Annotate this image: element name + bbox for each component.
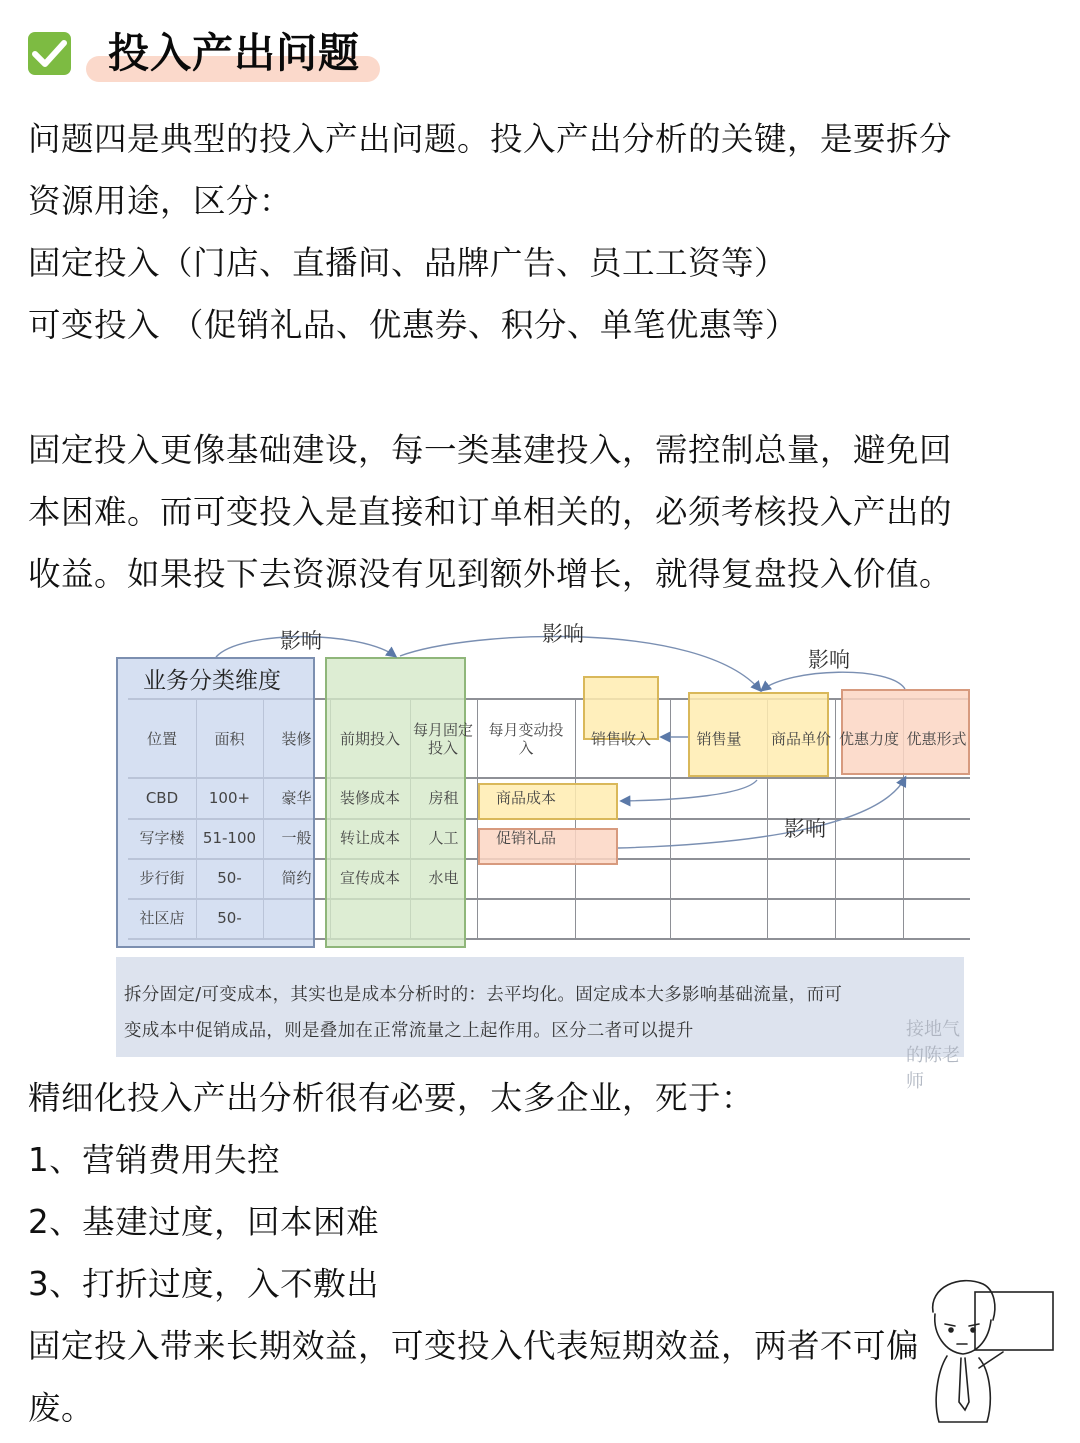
table-cell: 步行街 xyxy=(139,869,185,887)
header-cell xyxy=(408,700,478,777)
list-item: 3、打折过度，入不敷出 xyxy=(28,1265,380,1303)
closing-line: 固定投入带来长期效益，可变投入代表短期效益，两者不可偏 xyxy=(28,1327,920,1365)
list-item: 1、营销费用失控 xyxy=(28,1141,281,1179)
check-icon xyxy=(28,32,71,75)
intro-line: 问题四是典型的投入产出问题。投入产出分析的关键，是要拆分 xyxy=(28,120,953,158)
table-cell: 促销礼品 xyxy=(495,829,556,847)
table-cell: 写字楼 xyxy=(139,829,185,847)
influence-label: 影响 xyxy=(542,622,584,646)
table-cell: 一般 xyxy=(281,829,312,847)
watermark: 接地气的陈老师 xyxy=(906,1019,960,1092)
diagram-caption xyxy=(116,957,964,1092)
header-cell: 销售收入 xyxy=(590,729,651,748)
table-cell: 简约 xyxy=(281,869,312,887)
business-dimension-title: 业务分类维度 xyxy=(143,668,281,694)
influence-label: 影响 xyxy=(280,629,322,653)
table-cell: 社区店 xyxy=(139,909,185,927)
table-cell: 装修成本 xyxy=(339,789,400,807)
header-cell: 装修 xyxy=(281,729,312,748)
table-cell: 房租 xyxy=(428,789,459,807)
conclusion-paragraph xyxy=(28,1067,1058,1439)
header-line: 每月变动投 xyxy=(488,720,564,739)
header-line: 投入 xyxy=(427,738,458,757)
table-cell: 转让成本 xyxy=(339,829,400,847)
page-title: 投入产出问题 xyxy=(108,29,360,77)
header-line: 每月固定 xyxy=(412,720,473,739)
list-item: 2、基建过度，回本困难 xyxy=(28,1203,380,1241)
header-cell: 优惠力度 xyxy=(838,729,899,748)
explanation-line: 固定投入更像基础建设，每一类基建投入，需控制总量，避免回 xyxy=(28,431,953,469)
table-cell: 100+ xyxy=(208,789,251,807)
caption-line: 拆分固定/可变成本，其实也是成本分析时的：去平均化。固定成本大多影响基础流量，而可 xyxy=(124,985,843,1005)
header-cell: 商品单价 xyxy=(770,729,831,748)
header-cell xyxy=(480,700,572,777)
table-cell: CBD xyxy=(145,789,179,807)
table-cell: 水电 xyxy=(428,869,459,887)
header-cell: 前期投入 xyxy=(339,729,400,748)
explanation-paragraph xyxy=(28,419,1058,605)
header-cell: 面积 xyxy=(214,729,245,748)
table-cell: 人工 xyxy=(428,829,459,847)
explanation-line: 收益。如果投下去资源没有见到额外增长，就得复盘投入价值。 xyxy=(28,555,953,593)
header-cell: 位置 xyxy=(146,729,177,748)
explanation-line: 本困难。而可变投入是直接和订单相关的，必须考核投入产出的 xyxy=(28,493,953,531)
header-cell: 优惠形式 xyxy=(906,729,967,748)
intro-line: 固定投入（门店、直播间、品牌广告、员工工资等） xyxy=(28,244,788,282)
intro-line: 资源用途，区分： xyxy=(28,182,293,220)
conclusion-intro: 精细化投入产出分析很有必要，太多企业，死于： xyxy=(28,1079,755,1117)
influence-label: 影响 xyxy=(784,817,826,841)
closing-line: 废。 xyxy=(28,1389,95,1427)
teacher-mascot-icon xyxy=(915,1272,1060,1432)
table-cell: 豪华 xyxy=(281,789,312,807)
table-cell: 50- xyxy=(217,909,242,927)
header-cell: 销售量 xyxy=(696,729,742,748)
header-line: 入 xyxy=(518,738,534,757)
table-cell: 51-100 xyxy=(202,829,257,847)
table-cell: 宣传成本 xyxy=(339,869,400,887)
influence-label: 影响 xyxy=(808,648,850,672)
intro-paragraph xyxy=(28,108,1058,356)
caption-line: 变成本中促销成品，则是叠加在正常流量之上起作用。区分二者可以提升 xyxy=(124,1021,694,1041)
table-cell: 50- xyxy=(217,869,242,887)
table-cell: 商品成本 xyxy=(495,789,556,807)
intro-line: 可变投入 （促销礼品、优惠券、积分、单笔优惠等） xyxy=(28,306,798,344)
